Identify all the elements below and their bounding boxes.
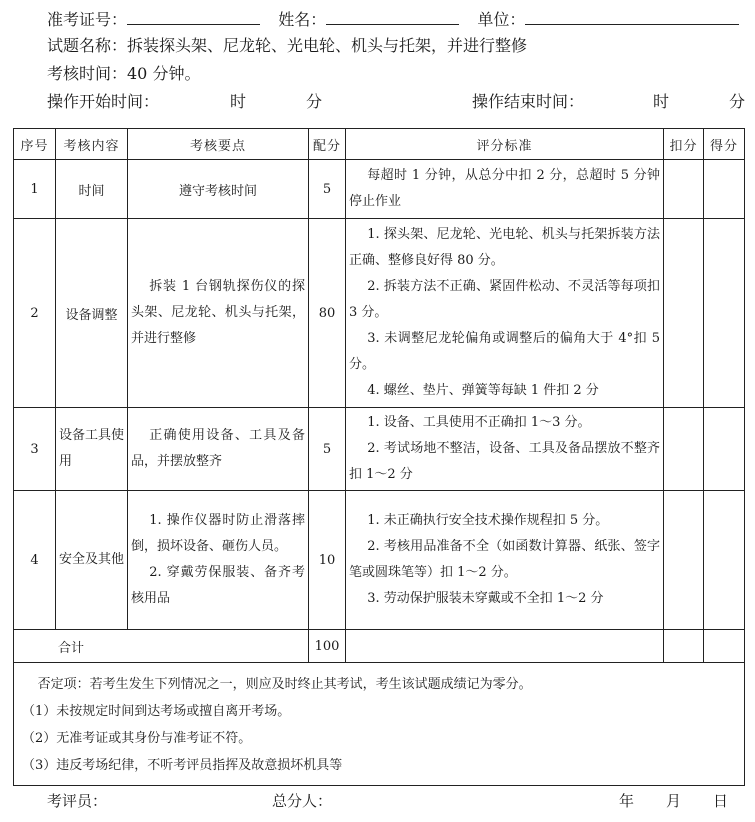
- veto-section: [14, 663, 745, 786]
- criteria-item: 1. 探头架、尼龙轮、光电轮、机头与托架拆装方法正确、整修良好得 80 分。: [349, 227, 660, 268]
- row-no: 2: [14, 219, 56, 408]
- candidate-info-line: [47, 8, 739, 30]
- end-hour-label: 时: [653, 92, 670, 111]
- deduct-cell[interactable]: [664, 160, 704, 219]
- col-header-score: 配分: [309, 129, 346, 160]
- deduct-cell[interactable]: [664, 408, 704, 491]
- row-no: 3: [14, 408, 56, 491]
- exam-duration: 考核时间：40 分钟。: [47, 64, 201, 83]
- row-points: 遵守考核时间: [128, 160, 309, 219]
- earned-cell[interactable]: [704, 408, 745, 491]
- col-header-points: 考核要点: [128, 129, 309, 160]
- total-deduct-cell[interactable]: [664, 630, 704, 663]
- veto-item: （1）未按规定时间到达考场或擅自离开考场。: [22, 704, 291, 719]
- col-header-no: 序号: [14, 129, 56, 160]
- deduct-cell[interactable]: [664, 219, 704, 408]
- row-points: [128, 408, 309, 491]
- deduct-cell[interactable]: [664, 491, 704, 630]
- earned-cell[interactable]: [704, 491, 745, 630]
- row-criteria: [346, 408, 664, 491]
- name-blank[interactable]: [326, 8, 459, 25]
- col-header-criteria: 评分标准: [346, 129, 664, 160]
- unit-label: 单位：: [477, 10, 526, 29]
- earned-cell[interactable]: [704, 160, 745, 219]
- end-time-label: 操作结束时间：: [472, 92, 585, 111]
- row-score: 80: [309, 219, 346, 408]
- start-hour-label: 时: [230, 92, 247, 111]
- criteria-item: 3. 劳动保护服装未穿戴或不全扣 1～2 分: [367, 591, 604, 606]
- points-text: 正确使用设备、工具及备品，并摆放整齐: [131, 428, 305, 469]
- earned-cell[interactable]: [704, 219, 745, 408]
- table-row: [14, 491, 745, 630]
- veto-item: （2）无准考证或其身份与准考证不符。: [22, 731, 252, 746]
- row-no: 1: [14, 160, 56, 219]
- table-header-row: [14, 129, 745, 160]
- veto-row: [14, 663, 745, 786]
- veto-intro: 否定项：若考生发生下列情况之一，则应及时终止其考试，考生该试题成绩记为零分。: [37, 677, 532, 692]
- exam-id-blank[interactable]: [127, 8, 260, 25]
- criteria-item: 3. 未调整尼龙轮偏角或调整后的偏角大于 4°扣 5 分。: [349, 331, 660, 372]
- start-minute-label: 分: [306, 92, 323, 111]
- end-minute-label: 分: [729, 92, 746, 111]
- row-points: [128, 219, 309, 408]
- col-header-earned: 得分: [704, 129, 745, 160]
- start-time-label: 操作开始时间：: [47, 92, 160, 111]
- criteria-item: 1. 设备、工具使用不正确扣 1～3 分。: [367, 415, 591, 430]
- row-content: 设备工具使用: [56, 408, 128, 491]
- table-row: [14, 219, 745, 408]
- total-criteria-cell: [346, 630, 664, 663]
- scorer-label: 总分人：: [272, 792, 333, 810]
- exam-title: 试题名称：拆装探头架、尼龙轮、光电轮、机头与托架，并进行整修: [47, 36, 528, 55]
- row-points: [128, 491, 309, 630]
- year-label: 年: [619, 792, 635, 810]
- examiner-label: 考评员：: [47, 792, 108, 810]
- row-no: 4: [14, 491, 56, 630]
- total-row: [14, 630, 745, 663]
- criteria-item: 2. 拆装方法不正确、紧固件松动、不灵活等每项扣 3 分。: [349, 279, 660, 320]
- total-score: 100: [309, 630, 346, 663]
- criteria-item: 2. 考核用品准备不全（如函数计算器、纸张、签字笔或圆珠笔等）扣 1～2 分。: [349, 539, 660, 580]
- row-criteria: [346, 491, 664, 630]
- col-header-content: 考核内容: [56, 129, 128, 160]
- total-earned-cell[interactable]: [704, 630, 745, 663]
- criteria-item: 每超时 1 分钟，从总分中扣 2 分，总超时 5 分钟停止作业: [349, 168, 660, 209]
- criteria-item: 4. 螺丝、垫片、弹簧等每缺 1 件扣 2 分: [367, 383, 599, 398]
- month-label: 月: [666, 792, 682, 810]
- day-label: 日: [713, 792, 729, 810]
- row-content: 设备调整: [56, 219, 128, 408]
- veto-item: （3）违反考场纪律，不听考评员指挥及故意损坏机具等: [22, 758, 343, 773]
- row-criteria: [346, 219, 664, 408]
- row-score: 10: [309, 491, 346, 630]
- scoring-table: [13, 128, 745, 786]
- name-label: 姓名：: [278, 10, 327, 29]
- row-content: 安全及其他: [56, 491, 128, 630]
- table-row: [14, 160, 745, 219]
- criteria-item: 2. 考试场地不整洁，设备、工具及备品摆放不整齐扣 1～2 分: [349, 441, 660, 482]
- row-content: 时间: [56, 160, 128, 219]
- table-row: [14, 408, 745, 491]
- col-header-deduct: 扣分: [664, 129, 704, 160]
- criteria-item: 1. 未正确执行安全技术操作规程扣 5 分。: [367, 513, 609, 528]
- total-label: 合计: [14, 630, 309, 663]
- row-criteria: [346, 160, 664, 219]
- exam-id-label: 准考证号：: [47, 10, 128, 29]
- points-item: 2. 穿戴劳保服装、备齐考核用品: [131, 565, 305, 606]
- row-score: 5: [309, 160, 346, 219]
- points-item: 1. 操作仪器时防止滑落摔倒，损坏设备、砸伤人员。: [131, 513, 305, 554]
- unit-blank[interactable]: [525, 8, 739, 25]
- points-text: 拆装 1 台钢轨探伤仪的探头架、尼龙轮、机头与托架，并进行整修: [131, 279, 305, 346]
- row-score: 5: [309, 408, 346, 491]
